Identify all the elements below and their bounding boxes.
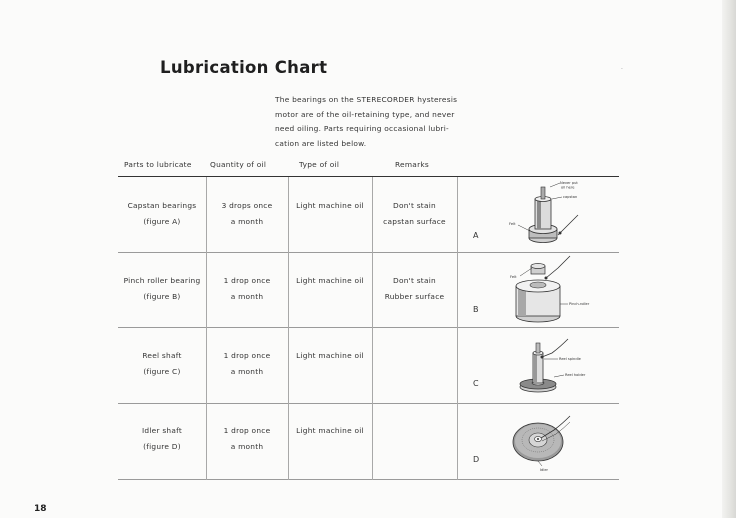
column-divider <box>457 177 458 480</box>
cell-line: Light machine oil <box>296 201 364 210</box>
figure-letter-c: C <box>473 379 479 388</box>
cell-line: a month <box>230 442 264 451</box>
label-pinch-roller: Pinch-roller <box>569 302 590 306</box>
cell-part <box>118 273 206 305</box>
intro-line: need oiling. Parts requiring occasional lubri- <box>275 124 449 133</box>
cell-part <box>118 348 206 380</box>
label-felt-a: Felt <box>509 222 516 226</box>
label-felt-b: Felt <box>510 275 517 279</box>
cell-type <box>288 273 372 289</box>
cell-remarks <box>372 198 457 230</box>
cell-type <box>288 348 372 364</box>
label-never-put: Never put <box>560 181 578 185</box>
reel-shaft-figure <box>498 329 613 401</box>
cell-quantity <box>206 198 288 230</box>
row-divider <box>118 252 619 253</box>
label-capstan: capstan <box>563 195 578 199</box>
cell-line: Idler shaft <box>141 426 183 435</box>
cell-quantity <box>206 423 288 455</box>
label-reel-holder: Reel holder <box>565 373 586 377</box>
header-type: Type of oil <box>299 160 340 169</box>
header-remarks: Remarks <box>395 160 429 169</box>
cell-line: 3 drops once <box>221 201 273 210</box>
label-reel-spindle: Reel spindle <box>559 357 581 361</box>
cell-line: Pinch roller bearing <box>123 276 201 285</box>
cell-line: Don't stain <box>393 201 436 210</box>
page-binding-edge <box>722 0 736 518</box>
cell-remarks <box>372 273 457 305</box>
cell-line: Light machine oil <box>296 426 364 435</box>
capstan-figure <box>498 179 613 251</box>
cell-part <box>118 198 206 230</box>
cell-line: a month <box>230 292 264 301</box>
page-title: Lubrication Chart <box>160 58 328 77</box>
cell-line: 1 drop once <box>223 351 271 360</box>
cell-line: a month <box>230 217 264 226</box>
cell-quantity <box>206 348 288 380</box>
figure-letter-a: A <box>473 231 479 240</box>
label-oil-here: oil here <box>561 185 575 190</box>
page-number: 18 <box>34 504 47 514</box>
cell-quantity <box>206 273 288 305</box>
idler-figure <box>498 404 613 478</box>
lubrication-table <box>118 177 619 480</box>
header-parts: Parts to lubricate <box>124 160 192 169</box>
intro-line: The bearings on the STERECORDER hysteresis <box>275 95 458 104</box>
label-idler: Idler <box>540 468 549 472</box>
cell-line: Reel shaft <box>142 351 182 360</box>
cell-line: Don't stain <box>393 276 436 285</box>
cell-line: capstan surface <box>383 217 446 226</box>
cell-line: Capstan bearings <box>127 201 197 210</box>
header-quantity: Quantity of oil <box>210 160 267 169</box>
cell-line: a month <box>230 367 264 376</box>
row-divider <box>118 327 619 328</box>
cell-part <box>118 423 206 455</box>
cell-line: (figure D) <box>143 442 181 451</box>
cell-type <box>288 423 372 439</box>
cell-line: (figure A) <box>143 217 181 226</box>
pinch-roller-figure <box>498 254 613 326</box>
corner-mark: · <box>621 66 623 73</box>
cell-line: 1 drop once <box>223 276 271 285</box>
intro-paragraph <box>275 93 475 151</box>
figure-letter-d: D <box>473 455 480 464</box>
cell-line: (figure C) <box>143 367 181 376</box>
row-divider <box>118 479 619 480</box>
cell-line: 1 drop once <box>223 426 271 435</box>
cell-line: Light machine oil <box>296 276 364 285</box>
intro-line: cation are listed below. <box>275 138 367 148</box>
cell-type <box>288 198 372 214</box>
cell-line: (figure B) <box>143 292 181 301</box>
intro-line: motor are of the oil-retaining type, and never <box>275 109 455 119</box>
figure-letter-b: B <box>473 305 479 314</box>
cell-line: Light machine oil <box>296 351 364 360</box>
cell-line: Rubber surface <box>384 292 445 301</box>
